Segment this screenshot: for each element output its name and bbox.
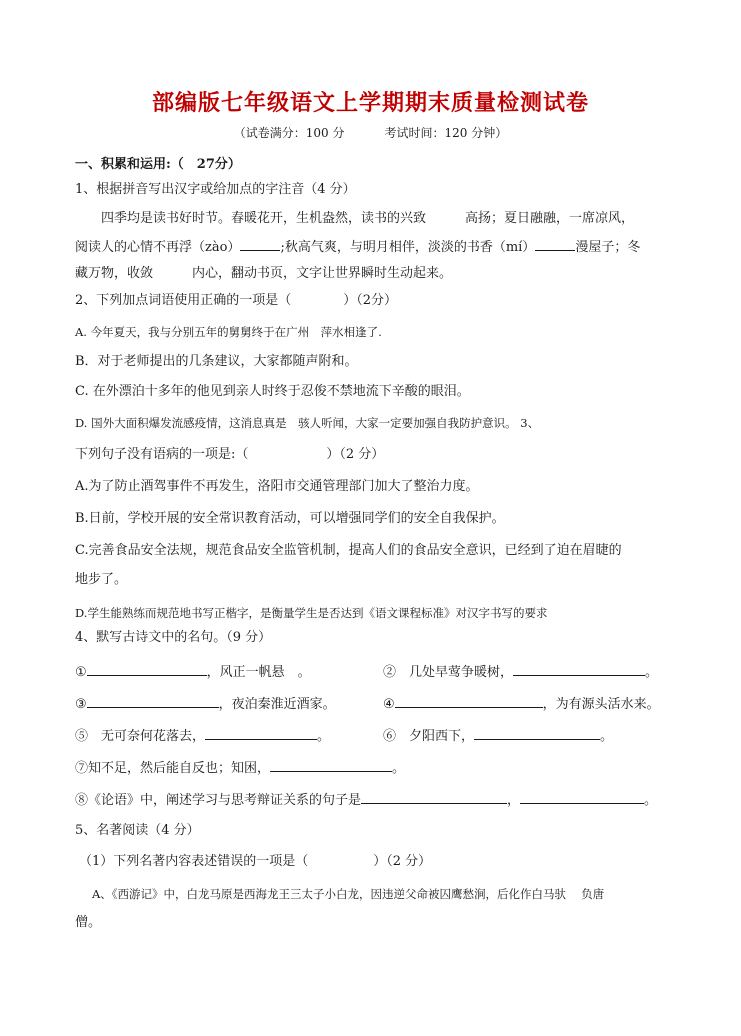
q4-item-3	[75, 695, 336, 714]
q4-item-8	[75, 791, 657, 810]
answer-blank-4-7[interactable]	[270, 759, 392, 772]
q4-item-3-text: ，夜泊秦淮近酒家。	[218, 697, 336, 712]
answer-blank-4-3[interactable]	[87, 695, 219, 708]
q4-item-5	[75, 727, 330, 746]
q3-stem: 下列句子没有语病的一项是:（ ）（2 分）	[75, 447, 385, 462]
q5-option-a-line1: A、《西游记》中，白龙马原是西海龙王三太子小白龙，因违逆父命被囚鹰愁涧，后化作白马驮 负唐	[92, 887, 605, 901]
q3-option-c-line2: 地步了。	[75, 572, 128, 587]
q3-option-d: D.学生能熟练而规范地书写正楷字，是衡量学生是否达到《语文课程标准》对汉字书写的要求	[75, 606, 548, 620]
answer-blank-4-6[interactable]	[474, 727, 600, 740]
q5-option-a-line2: 僧。	[75, 915, 102, 930]
q4-item-1	[75, 663, 311, 682]
q3-option-a: A.为了防止酒驾事件不再发生，洛阳市交通管理部门加大了整治力度。	[75, 479, 479, 494]
exam-title: 部编版七年级语文上学期期末质量检测试卷	[151, 90, 589, 116]
q4-item-3-label: ③	[75, 697, 87, 712]
q2-option-a: A. 今年夏天，我与分别五年的舅舅终于在广州 萍水相逢了.	[75, 325, 382, 339]
q3-option-b: B.日前，学校开展的安全常识教育活动，可以增强同学们的安全自我保护。	[75, 511, 505, 526]
q1-line2-part1: 阅读人的心情不再浮（zào）	[75, 240, 241, 255]
q1-stem: 1、根据拼音写出汉字或给加点的字注音（4 分）	[75, 182, 356, 197]
q4-item-4-text: ，为有源头活水来。	[542, 697, 660, 712]
answer-blank-4-8a[interactable]	[361, 791, 507, 804]
answer-blank-4-5[interactable]	[205, 727, 317, 740]
q4-item-8-text: ⑧《论语》中，阐述学习与思考辩证关系的句子是	[75, 793, 362, 808]
q4-item-8-end: 。	[644, 793, 658, 808]
q4-item-2	[383, 663, 658, 682]
q4-item-4-label: ④	[383, 697, 395, 712]
answer-blank-4-1[interactable]	[87, 663, 207, 676]
q5-sub1-stem: （1）下列名著内容表述错误的一项是（ ）（2 分）	[79, 854, 432, 869]
q1-paragraph-line3: 藏万物，收敛 内心，翻动书页，文字让世界瞬时生动起来。	[75, 266, 453, 281]
q4-item-2-end: 。	[645, 665, 659, 680]
q5-stem: 5、名著阅读（4 分）	[75, 823, 200, 838]
answer-blank-4-2[interactable]	[513, 663, 645, 676]
q2-option-b: B．对于老师提出的几条建议，大家都随声附和。	[75, 354, 358, 369]
q4-item-1-text: ，风正一帆悬 。	[206, 665, 311, 680]
q2-option-c: C. 在外漂泊十多年的他见到亲人时终于忍俊不禁地流下辛酸的眼泪。	[75, 384, 470, 399]
answer-blank-4-4[interactable]	[395, 695, 543, 708]
q2-stem: 2、下列加点词语使用正确的一项是（ ）（2分）	[75, 293, 398, 308]
q4-item-6-text: ⑥ 夕阳西下，	[383, 729, 475, 744]
q4-item-1-label: ①	[75, 665, 87, 680]
q4-item-6-end: 。	[600, 729, 614, 744]
q1-paragraph-line2	[75, 238, 640, 257]
exam-time-text: 考试时间：120 分钟）	[384, 126, 508, 140]
q4-item-5-end: 。	[317, 729, 331, 744]
q4-item-5-text: ⑤ 无可奈何花落去，	[75, 729, 206, 744]
q4-item-7	[75, 759, 405, 778]
section-1-heading: 一、积累和运用:（ 27分）	[75, 157, 241, 172]
q4-item-7-text: ⑦知不足，然后能自反也；知困，	[75, 761, 271, 776]
q4-item-2-text: ② 几处早莺争暖树，	[383, 665, 514, 680]
answer-blank-4-8b[interactable]	[520, 791, 644, 804]
q2-option-d: D. 国外大面积爆发流感疫情，这消息真是 骇人听闻，大家一定要加强自我防护意识。 3、	[75, 416, 540, 430]
q4-item-7-end: 。	[392, 761, 406, 776]
q4-item-6	[383, 727, 613, 746]
full-score-text: （试卷满分：100 分	[233, 126, 345, 140]
q4-stem: 4、默写古诗文中的名句。（9 分）	[75, 630, 272, 645]
q1-paragraph-line1: 四季均是读书好时节。春暖花开，生机盎然，读书的兴致 高扬；夏日融融，一席凉风，	[101, 211, 635, 226]
q4-item-4	[383, 695, 660, 714]
answer-blank-mi[interactable]	[535, 238, 575, 251]
q3-option-c-line1: C.完善食品安全法规，规范食品安全监管机制，提高人们的食品安全意识，已经到了迫在眉睫的	[75, 543, 622, 558]
q4-item-8-comma: ，	[507, 793, 521, 808]
q1-line2-part2: ;秋高气爽，与明月相伴，淡淡的书香（mí）	[280, 240, 536, 255]
exam-subtitle	[0, 124, 741, 141]
answer-blank-zao[interactable]	[240, 238, 280, 251]
q1-line2-part3: 漫屋子；冬	[575, 240, 641, 255]
